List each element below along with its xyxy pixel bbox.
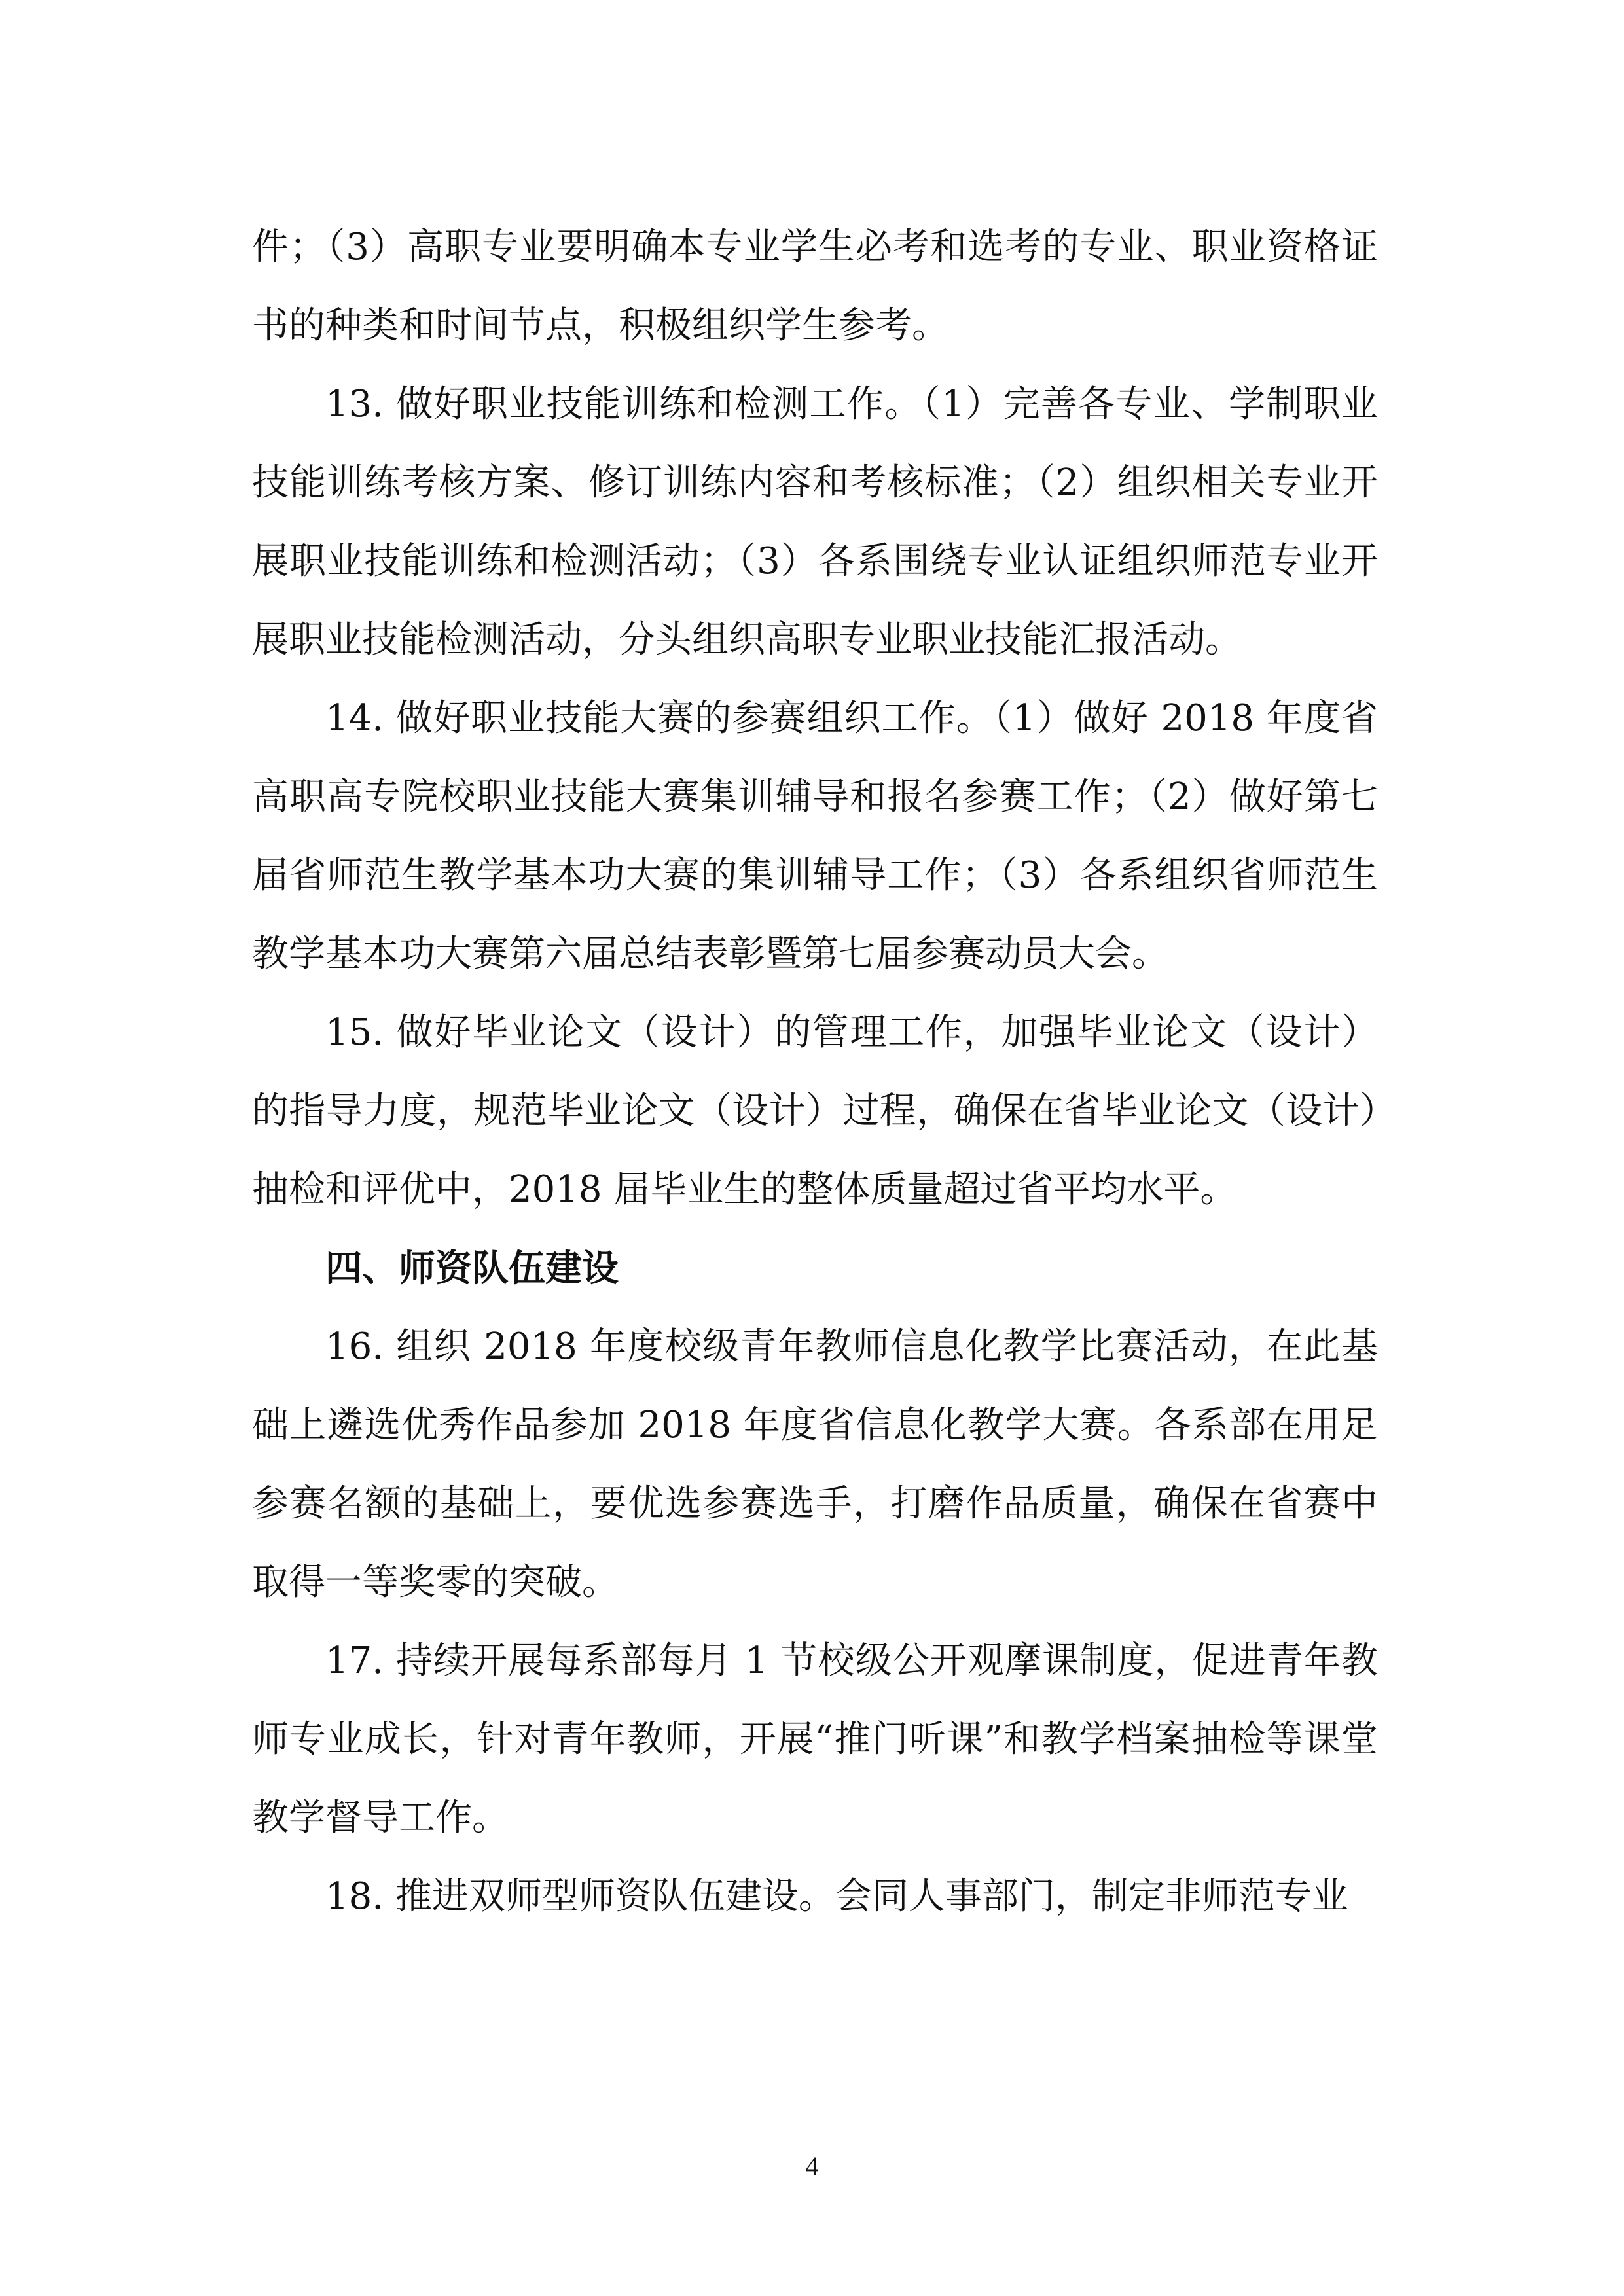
paragraph-item-17: 17. 持续开展每系部每月 1 节校级公开观摩课制度，促进青年教师专业成长，针对青年教师，开展“推门听课”和教学档案抽检等课堂教学督导工作。 xyxy=(252,1640,1378,1839)
paragraph-item-14: 14. 做好职业技能大赛的参赛组织工作。（1）做好 2018 年度省高职高专院校职业技能大赛集训辅导和报名参赛工作；（2）做好第七届省师范生教学基本功大赛的集训辅导工作；（3）各系组织省师范生教学基本功大赛第六届总结表彰暨第七届参赛动员大会。 xyxy=(252,697,1378,975)
paragraph-continuation: 件；（3）高职专业要明确本专业学生必考和选考的专业、职业资格证书的种类和时间节点，积极组织学生参考。 xyxy=(252,226,1378,347)
paragraph-item-13: 13. 做好职业技能训练和检测工作。（1）完善各专业、学制职业技能训练考核方案、修订训练内容和考核标准；（2）组织相关专业开展职业技能训练和检测活动；（3）各系围绕专业认证组织师范专业开展职业技能检测活动，分头组织高职专业职业技能汇报活动。 xyxy=(252,383,1378,661)
page-number: 4 xyxy=(805,2151,819,2181)
section-heading: 四、师资队伍建设 xyxy=(325,1247,619,1290)
document-body xyxy=(252,208,1378,1936)
paragraph-item-15: 15. 做好毕业论文（设计）的管理工作，加强毕业论文（设计）的指导力度，规范毕业论文（设计）过程，确保在省毕业论文（设计）抽检和评优中，2018 届毕业生的整体质量超过省平均水平。 xyxy=(252,1011,1378,1211)
paragraph-item-18: 18. 推进双师型师资队伍建设。会同人事部门，制定非师范专业 xyxy=(325,1875,1348,1918)
paragraph-item-16: 16. 组织 2018 年度校级青年教师信息化教学比赛活动，在此基础上遴选优秀作品参加 2018 年度省信息化教学大赛。各系部在用足参赛名额的基础上，要优选参赛选手，打磨作品质量，确保在省赛中取得一等奖零的突破。 xyxy=(252,1325,1378,1604)
